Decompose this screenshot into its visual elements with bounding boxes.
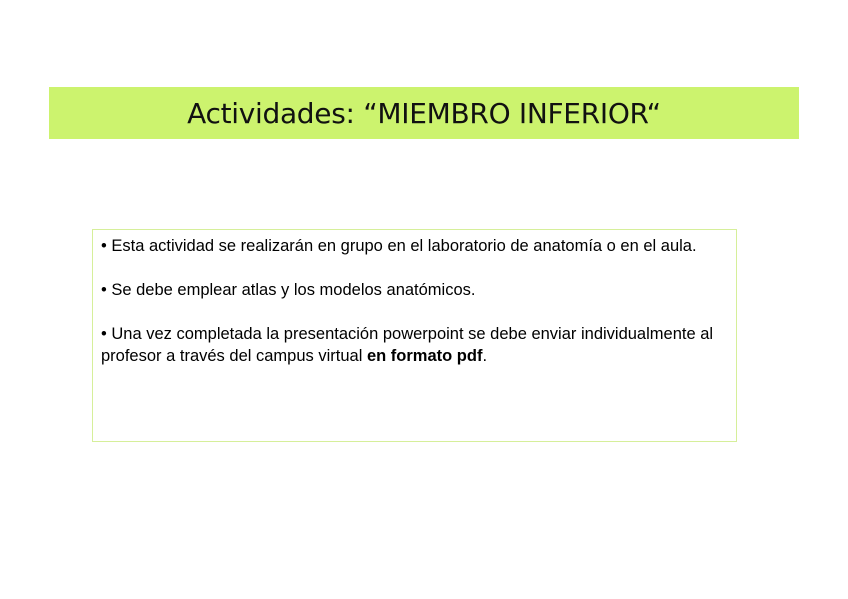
title-bar [49,87,799,139]
bullet-materials [101,279,726,301]
bullet-group-activity [101,235,726,257]
bullet-suffix: . [482,347,488,365]
bullet-text: • Se debe emplear atlas y los modelos anatómicos. [101,281,476,299]
bullet-bold-text: en formato pdf [366,347,483,365]
content-box [92,229,737,442]
slide-title: Actividades: “MIEMBRO INFERIOR“ [187,96,661,130]
bullet-submission [101,323,726,367]
bullet-text: • Una vez completada la presentación powerpoint se debe enviar individualmente al profesor a través del campus virtual [101,325,714,365]
bullet-text: • Esta actividad se realizarán en grupo en el laboratorio de anatomía o en el aula. [101,237,697,255]
